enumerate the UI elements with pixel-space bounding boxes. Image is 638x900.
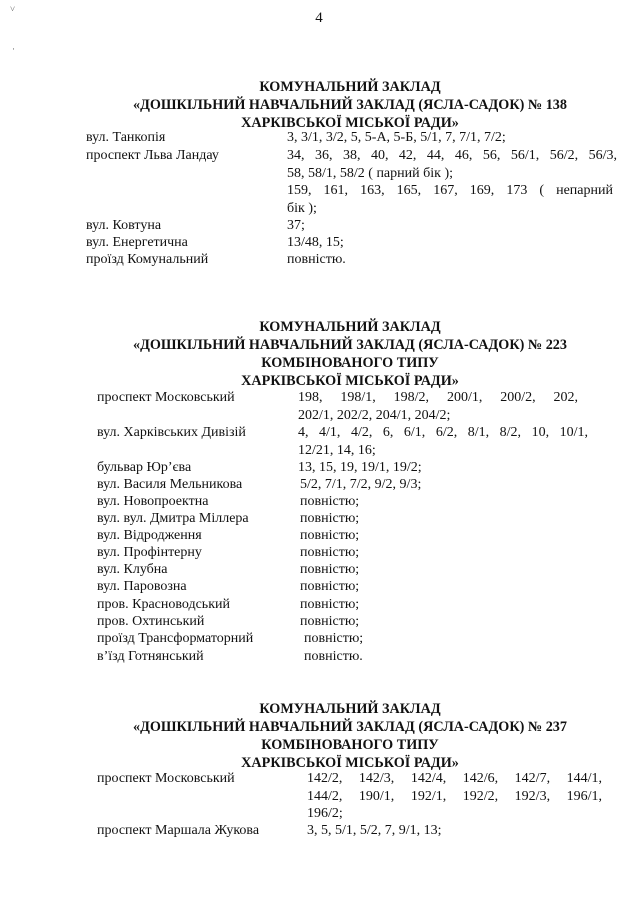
house-numbers: 159, 161, 163, 165, 167, 169, 173 ( непарний [287,183,613,198]
house-numbers: 12/21, 14, 16; [298,442,376,458]
section-title [0,78,638,132]
house-numbers: 202/1, 202/2, 204/1, 204/2; [298,407,451,423]
house-numbers: повністю. [287,252,346,267]
title-line: «ДОШКІЛЬНИЙ НАВЧАЛЬНИЙ ЗАКЛАД (ЯСЛА-САДОК) № 237 [133,719,567,735]
house-numbers: бік ); [287,200,317,216]
title-line: КОМУНАЛЬНИЙ ЗАКЛАД [259,79,441,95]
title-line: ХАРКІВСЬКОЇ МІСЬКОЇ РАДИ» [241,755,459,771]
house-numbers: 144/2, 190/1, 192/1, 192/2, 192/3, 196/1, [307,788,602,804]
street-name: проспект Московський [97,390,235,405]
house-numbers: повністю; [304,631,364,646]
street-name: проспект Льва Ландау [86,148,219,163]
title-line: КОМУНАЛЬНИЙ ЗАКЛАД [259,701,441,717]
street-name: пров. Охтинський [97,614,205,629]
title-line: КОМБІНОВАНОГО ТИПУ [261,737,439,753]
street-name: проспект Маршала Жукова [97,823,260,838]
house-numbers: 13, 15, 19, 19/1, 19/2; [298,460,422,475]
street-name: вул. Танкопія [86,130,166,145]
title-line: «ДОШКІЛЬНИЙ НАВЧАЛЬНИЙ ЗАКЛАД (ЯСЛА-САДОК) № 138 [133,97,567,113]
house-numbers: 142/2, 142/3, 142/4, 142/6, 142/7, 144/1, [307,771,602,786]
house-numbers: 58, 58/1, 58/2 ( парний бік ); [287,165,453,181]
house-numbers: повністю; [300,528,360,543]
house-numbers: повністю; [300,562,360,577]
house-numbers: повністю; [300,494,360,509]
house-numbers: 3, 5, 5/1, 5/2, 7, 9/1, 13; [307,823,442,838]
street-name: вул. Енергетична [86,235,188,250]
house-numbers: повністю; [300,597,360,612]
section-title [0,700,638,772]
house-numbers: повністю; [300,579,360,594]
house-numbers: 34, 36, 38, 40, 42, 44, 46, 56, 56/1, 56/2, 56/3, [287,148,617,163]
scan-mark: ˅ [10,4,16,14]
street-name: вул. Клубна [97,562,168,577]
title-line: КОМБІНОВАНОГО ТИПУ [261,355,439,371]
street-name: проспект Московський [97,771,235,786]
house-numbers: 198, 198/1, 198/2, 200/1, 200/2, 202, [298,390,578,405]
scan-mark: · [12,44,15,54]
title-line: ХАРКІВСЬКОЇ МІСЬКОЇ РАДИ» [241,373,459,389]
house-numbers: повністю. [304,649,363,664]
house-numbers: 13/48, 15; [287,235,344,250]
street-name: пров. Красноводський [97,597,230,612]
street-name: вул. вул. Дмитра Міллера [97,511,249,526]
street-name: вул. Харківських Дивізій [97,425,246,440]
street-name: в’їзд Готнянський [97,649,204,664]
page-number: 4 [315,10,323,26]
title-line: КОМУНАЛЬНИЙ ЗАКЛАД [259,319,441,335]
house-numbers: 4, 4/1, 4/2, 6, 6/1, 6/2, 8/1, 8/2, 10, 10/1, [298,425,588,440]
house-numbers: повністю; [300,545,360,560]
house-numbers: 196/2; [307,806,343,821]
section-title [0,318,638,390]
street-name: бульвар Юр’єва [97,460,192,475]
street-name: вул. Профінтерну [97,545,202,560]
street-name: вул. Паровозна [97,579,187,594]
street-name: вул. Василя Мельникова [97,477,243,492]
house-numbers: 3, 3/1, 3/2, 5, 5-А, 5-Б, 5/1, 7, 7/1, 7/2; [287,130,506,145]
title-line: «ДОШКІЛЬНИЙ НАВЧАЛЬНИЙ ЗАКЛАД (ЯСЛА-САДОК) № 223 [133,337,567,353]
street-name: вул. Відродження [97,528,202,543]
house-numbers: повністю; [300,614,360,629]
street-name: вул. Новопроектна [97,494,209,509]
street-name: проїзд Комунальний [86,252,209,267]
house-numbers: 5/2, 7/1, 7/2, 9/2, 9/3; [300,477,422,492]
house-numbers: 37; [287,218,305,233]
title-line: ХАРКІВСЬКОЇ МІСЬКОЇ РАДИ» [241,115,459,131]
street-name: вул. Ковтуна [86,218,162,233]
house-numbers: повністю; [300,511,360,526]
street-name: проїзд Трансформаторний [97,631,254,646]
